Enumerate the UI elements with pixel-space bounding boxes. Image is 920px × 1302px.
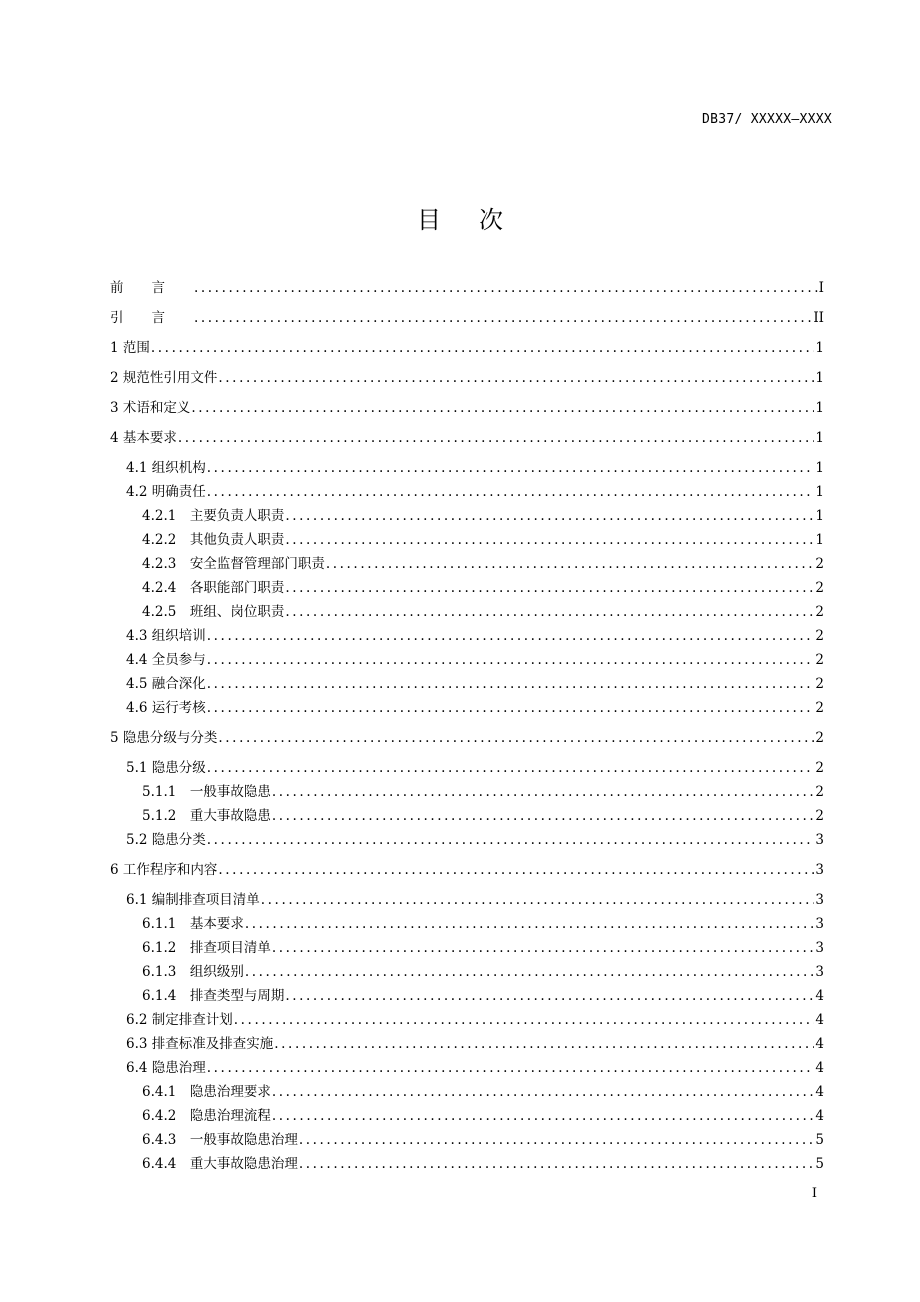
- toc-entry-page: 1: [815, 400, 824, 416]
- toc-entry[interactable]: [110, 530, 824, 550]
- toc-entry-page: 1: [815, 484, 824, 500]
- toc-entry-label: 6 工作程序和内容: [110, 862, 218, 878]
- toc-dot-leader: [285, 602, 814, 622]
- toc-entry[interactable]: [110, 650, 824, 670]
- toc-entry-page: 5: [815, 1156, 824, 1172]
- toc-dot-leader: [178, 428, 815, 448]
- toc-entry[interactable]: [110, 698, 824, 718]
- toc-dot-leader: [218, 860, 814, 880]
- toc-dot-leader: [285, 986, 814, 1006]
- toc-entry-page: 1: [815, 340, 824, 356]
- toc-entry[interactable]: [110, 890, 824, 910]
- toc-dot-leader: [207, 626, 815, 646]
- toc-dot-leader: [218, 728, 814, 748]
- toc-entry-page: 1: [815, 508, 824, 524]
- toc-entry-page: 4: [815, 1108, 824, 1124]
- toc-dot-leader: [151, 338, 815, 358]
- toc-entry-label: 5.1.1 一般事故隐患: [142, 784, 271, 800]
- toc-entry-page: 4: [815, 1012, 824, 1028]
- toc-entry-page: 2: [815, 700, 824, 716]
- toc-entry[interactable]: [110, 830, 824, 850]
- toc-entry-label: 6.4.2 隐患治理流程: [142, 1108, 271, 1124]
- toc-dot-leader: [207, 830, 815, 850]
- toc-entry[interactable]: [110, 938, 824, 958]
- toc-entry[interactable]: [110, 458, 824, 478]
- toc-entry-label: 5 隐患分级与分类: [110, 730, 218, 746]
- toc-dot-leader: [285, 530, 814, 550]
- toc-entry-label: 5.1 隐患分级: [126, 760, 206, 776]
- toc-entry-page: 1: [815, 430, 824, 446]
- toc-entry-label: 1 范围: [110, 340, 150, 356]
- toc-entry-page: 4: [815, 988, 824, 1004]
- toc-entry-page: 4: [815, 1084, 824, 1100]
- toc-entry-label: 6.3 排查标准及排查实施: [126, 1036, 274, 1052]
- toc-entry-label: 6.2 制定排查计划: [126, 1012, 233, 1028]
- toc-entry[interactable]: [110, 1058, 824, 1078]
- page-number: I: [811, 1186, 817, 1201]
- toc-entry[interactable]: [110, 782, 824, 802]
- toc-dot-leader: [207, 758, 815, 778]
- doc-code: DB37/ XXXXX—XXXX: [701, 112, 832, 127]
- toc-dot-leader: [207, 482, 815, 502]
- toc-entry[interactable]: [110, 914, 824, 934]
- toc-entry-page: 2: [815, 730, 824, 746]
- toc-dot-leader: [234, 1010, 815, 1030]
- toc-title: 目次: [417, 206, 541, 234]
- toc-entry-page: 2: [815, 676, 824, 692]
- toc-entry-label: 4.2.4 各职能部门职责: [142, 580, 285, 596]
- toc-entry-page: 3: [815, 862, 824, 878]
- toc-entry-page: 3: [815, 832, 824, 848]
- toc-entry[interactable]: [110, 860, 824, 880]
- toc-entry[interactable]: [110, 674, 824, 694]
- toc-entry[interactable]: [110, 1034, 824, 1054]
- toc-entry[interactable]: [110, 554, 824, 574]
- toc-dot-leader: [299, 1154, 815, 1174]
- toc-entry[interactable]: [110, 428, 824, 448]
- toc-entry[interactable]: [110, 626, 824, 646]
- toc-entry-label: 4.1 组织机构: [126, 460, 206, 476]
- toc-entry-page: 1: [815, 460, 824, 476]
- toc-entry[interactable]: [110, 338, 824, 358]
- toc-entry[interactable]: [110, 482, 824, 502]
- toc-dot-leader: [207, 674, 815, 694]
- toc-entry-label: 6.1.3 组织级别: [142, 964, 244, 980]
- toc-dot-leader: [272, 1082, 815, 1102]
- toc-entry-label: 4.2.5 班组、岗位职责: [142, 604, 285, 620]
- toc-dot-leader: [272, 1106, 815, 1126]
- toc-dot-leader: [274, 1034, 814, 1054]
- toc-entry-label: 6.1.2 排查项目清单: [142, 940, 271, 956]
- toc-entry[interactable]: [110, 758, 824, 778]
- toc-entry[interactable]: [110, 1130, 824, 1150]
- toc-entry-label: 4 基本要求: [110, 430, 177, 446]
- toc-entry-label: 6.4.1 隐患治理要求: [142, 1084, 271, 1100]
- toc-entry-page: 2: [815, 580, 824, 596]
- toc-entry-page: 3: [815, 964, 824, 980]
- toc-dot-leader: [207, 458, 815, 478]
- toc-entry-label: 6.4.4 重大事故隐患治理: [142, 1156, 298, 1172]
- toc-entry[interactable]: [110, 1154, 824, 1174]
- toc-entry-page: 4: [815, 1060, 824, 1076]
- toc-entry[interactable]: [110, 506, 824, 526]
- toc-dot-leader: [326, 554, 815, 574]
- toc-dot-leader: [272, 938, 815, 958]
- toc-entry-label: 6.1.4 排查类型与周期: [142, 988, 285, 1004]
- toc-entry-page: 2: [815, 556, 824, 572]
- toc-entry-label: 4.6 运行考核: [126, 700, 206, 716]
- toc-entry-label: 4.3 组织培训: [126, 628, 206, 644]
- toc-dot-leader: [191, 398, 814, 418]
- toc-entry[interactable]: [110, 806, 824, 826]
- toc-dot-leader: [207, 1058, 815, 1078]
- toc-entry-label: 2 规范性引用文件: [110, 370, 218, 386]
- toc-entry-label: 3 术语和定义: [110, 400, 191, 416]
- toc-dot-leader: [207, 698, 815, 718]
- toc-entry-label: 5.2 隐患分类: [126, 832, 206, 848]
- toc-entry-label: 4.2.2 其他负责人职责: [142, 532, 285, 548]
- toc-dot-leader: [299, 1130, 815, 1150]
- toc-dot-leader: [207, 650, 815, 670]
- toc-entry[interactable]: [110, 602, 824, 622]
- toc-entry-label: 4.2.3 安全监督管理部门职责: [142, 556, 325, 572]
- toc-entry[interactable]: [110, 986, 824, 1006]
- toc-dot-leader: [218, 368, 814, 388]
- toc-dot-leader: [272, 782, 815, 802]
- toc-entry-label: 前言: [110, 280, 193, 296]
- toc-entry-page: 2: [815, 628, 824, 644]
- toc-entry-page: 2: [815, 760, 824, 776]
- toc-dot-leader: [194, 308, 812, 328]
- toc-entry[interactable]: [110, 278, 824, 298]
- toc-entry-page: 1: [815, 370, 824, 386]
- toc-entry-page: 3: [815, 916, 824, 932]
- toc-entry[interactable]: [110, 1082, 824, 1102]
- toc-entry-page: 2: [815, 784, 824, 800]
- toc-entry[interactable]: [110, 308, 824, 328]
- toc-entry-page: 5: [815, 1132, 824, 1148]
- toc-dot-leader: [245, 914, 815, 934]
- toc-entry-page: 3: [815, 892, 824, 908]
- toc-entry-page: 1: [815, 532, 824, 548]
- toc-entry[interactable]: [110, 1010, 824, 1030]
- toc-entry-label: 6.1 编制排查项目清单: [126, 892, 260, 908]
- toc-entry-label: 4.4 全员参与: [126, 652, 206, 668]
- toc-entry-label: 4.2.1 主要负责人职责: [142, 508, 285, 524]
- toc-entry-label: 5.1.2 重大事故隐患: [142, 808, 271, 824]
- toc-entry-label: 4.2 明确责任: [126, 484, 206, 500]
- toc-dot-leader: [272, 806, 815, 826]
- toc-dot-leader: [285, 578, 814, 598]
- toc-entry[interactable]: [110, 728, 824, 748]
- toc-entry-page: 3: [815, 940, 824, 956]
- toc-dot-leader: [261, 890, 815, 910]
- toc-entry-page: 2: [815, 604, 824, 620]
- toc-entry-label: 4.5 融合深化: [126, 676, 206, 692]
- toc-entry-page: 2: [815, 808, 824, 824]
- toc-entry[interactable]: [110, 578, 824, 598]
- toc-entry-page: 2: [815, 652, 824, 668]
- toc-entry[interactable]: [110, 368, 824, 388]
- toc-dot-leader: [285, 506, 814, 526]
- toc-entry-page: I: [818, 280, 824, 296]
- toc-entry-label: 6.4.3 一般事故隐患治理: [142, 1132, 298, 1148]
- toc-dot-leader: [245, 962, 815, 982]
- toc-entry-label: 引言: [110, 310, 193, 326]
- toc-entry-label: 6.1.1 基本要求: [142, 916, 244, 932]
- toc-entry-page: II: [813, 310, 824, 326]
- toc-entry-page: 4: [815, 1036, 824, 1052]
- toc-entry-label: 6.4 隐患治理: [126, 1060, 206, 1076]
- toc-entry[interactable]: [110, 398, 824, 418]
- toc-entry[interactable]: [110, 962, 824, 982]
- toc-entry[interactable]: [110, 1106, 824, 1126]
- toc-dot-leader: [194, 278, 818, 298]
